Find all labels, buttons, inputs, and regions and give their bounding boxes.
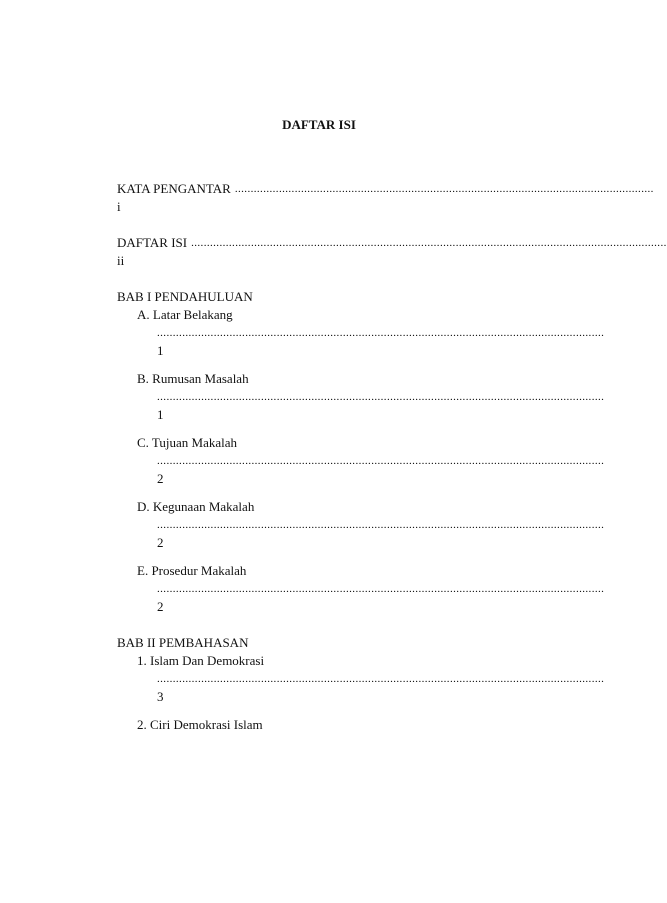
toc-entry-label[interactable]: 2. Ciri Demokrasi Islam	[137, 717, 263, 732]
toc-entry-daftar-isi[interactable]	[117, 234, 667, 252]
toc-entry-label: DAFTAR ISI	[117, 235, 188, 250]
dot-leader-row	[117, 324, 605, 342]
toc-entry-label[interactable]: 1. Islam Dan Demokrasi	[137, 653, 265, 668]
dot-leader-row	[117, 516, 605, 534]
toc-entry-label[interactable]: A. Latar Belakang	[137, 307, 233, 322]
toc-entry-label[interactable]: C. Tujuan Makalah	[137, 435, 238, 450]
dot-leader: .......................................................................................................................................................	[191, 237, 667, 249]
dot-leader-row	[117, 580, 605, 598]
dot-leader-row	[117, 452, 605, 470]
toc-entry-label[interactable]: B. Rumusan Masalah	[137, 371, 249, 386]
chapter-heading[interactable]: BAB II PEMBAHASAN	[117, 635, 249, 650]
toc-entry-page: 2	[157, 599, 164, 614]
dot-leader-row	[117, 670, 605, 688]
page-title: DAFTAR ISI	[282, 117, 356, 132]
toc-entry-kata-pengantar[interactable]	[117, 180, 654, 198]
toc-entry-page: 3	[157, 689, 164, 704]
dot-leader-row	[117, 388, 605, 406]
dot-leader: ..............................................................................................................................................	[157, 327, 605, 339]
dot-leader: ..............................................................................................................................................	[157, 583, 605, 595]
table-of-contents	[117, 180, 667, 734]
toc-entry-label[interactable]: D. Kegunaan Makalah	[137, 499, 255, 514]
dot-leader: ..............................................................................................................................................	[157, 673, 605, 685]
dot-leader: .....................................................................................................................................	[234, 183, 654, 195]
dot-leader: ..............................................................................................................................................	[157, 519, 605, 531]
toc-entry-label: KATA PENGANTAR	[117, 181, 231, 196]
toc-entry-page: i	[117, 199, 121, 214]
toc-entry-page: ii	[117, 253, 125, 268]
dot-leader: ..............................................................................................................................................	[157, 391, 605, 403]
toc-entry-page: 1	[157, 343, 164, 358]
toc-entry-label[interactable]: E. Prosedur Makalah	[137, 563, 247, 578]
toc-entry-page: 1	[157, 407, 164, 422]
chapter-heading[interactable]: BAB I PENDAHULUAN	[117, 289, 253, 304]
dot-leader: ..............................................................................................................................................	[157, 455, 605, 467]
toc-entry-page: 2	[157, 471, 164, 486]
toc-entry-page: 2	[157, 535, 164, 550]
